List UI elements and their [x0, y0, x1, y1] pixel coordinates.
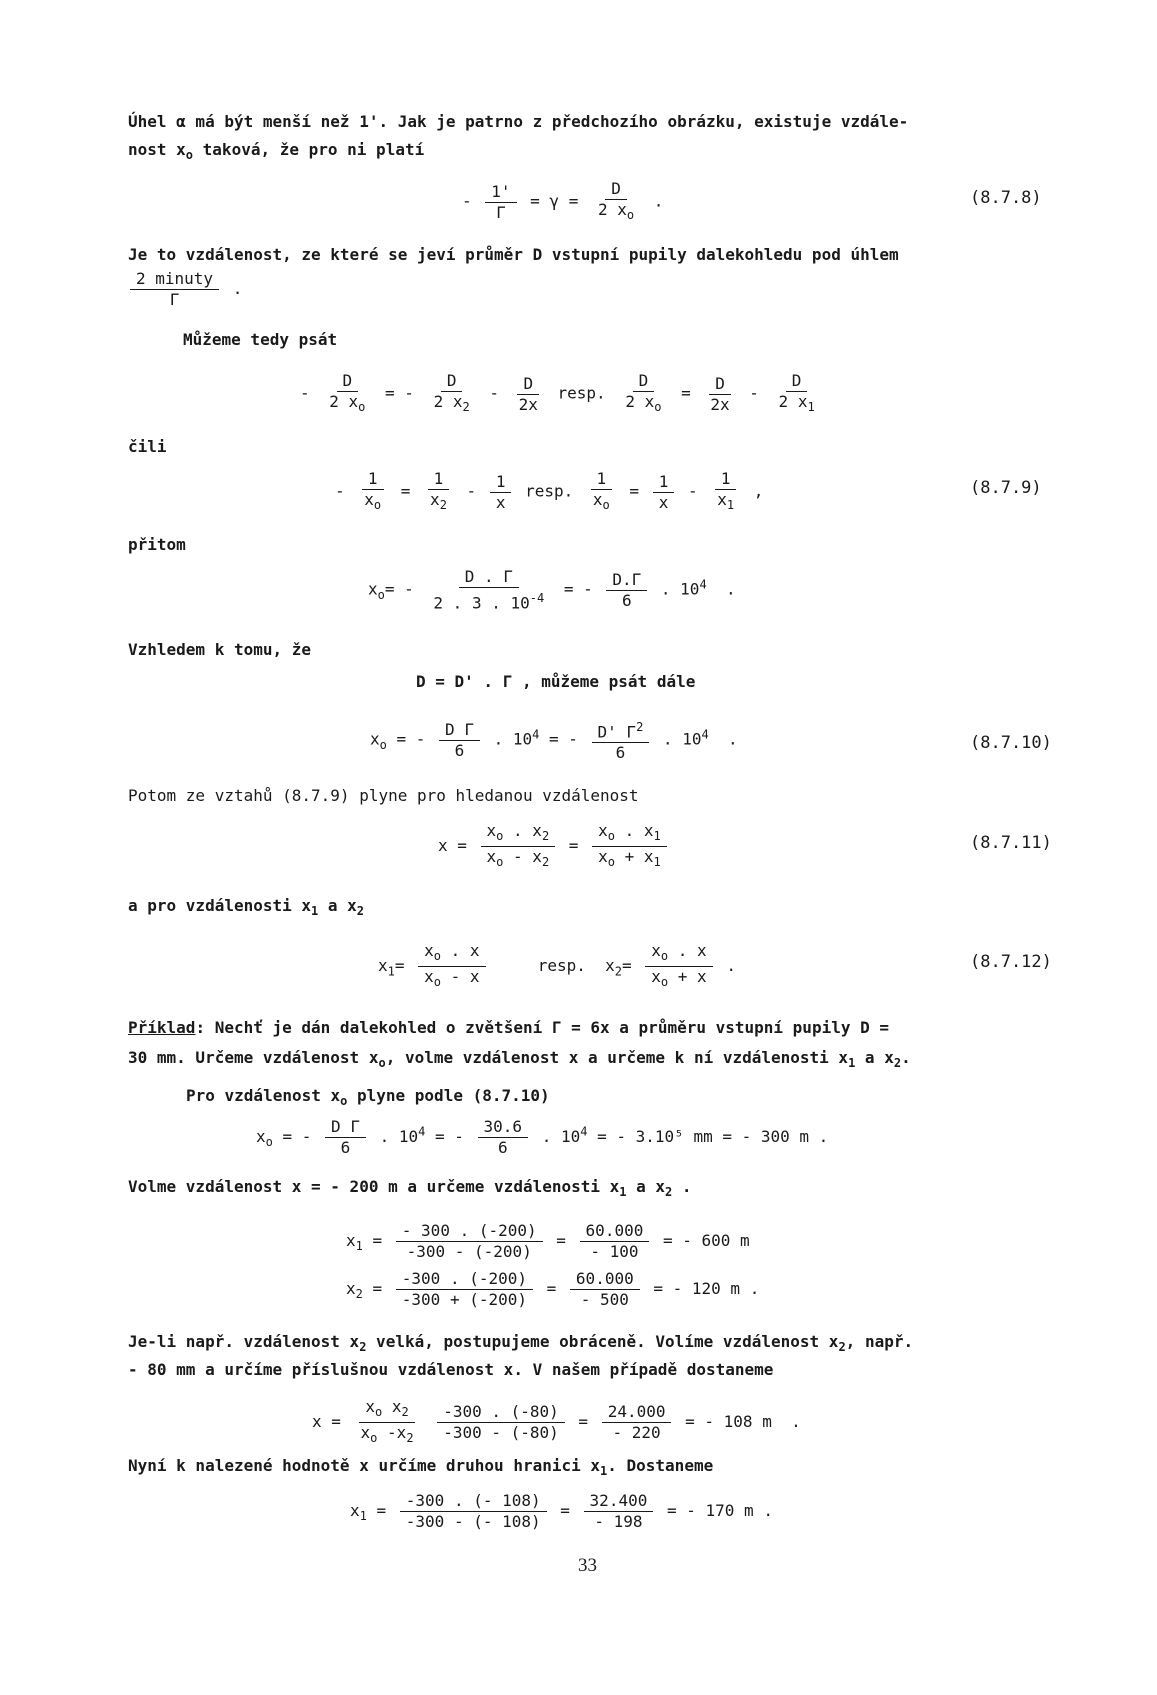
- text-line: Úhel α má být menší než 1'. Jak je patrno z předchozího obrázku, existuje vzdále-: [128, 112, 909, 131]
- fraction-2-minuty: $\frac{\text{2 minuty}}{\Gamma}$ .: [130, 270, 242, 309]
- equation-number: (8.7.8): [970, 188, 1042, 208]
- page-number: 33: [578, 1555, 597, 1576]
- text-line: a pro vzdálenosti $x_1$ a $x_2$: [128, 896, 365, 919]
- equation-number: (8.7.12): [970, 952, 1052, 972]
- text-line: Je-li např. vzdálenost $x_2$ velká, postupujeme obráceně. Volíme vzdálenost $x_2$, např.: [128, 1332, 914, 1355]
- text-line: Je to vzdálenost, ze které se jeví průměr D vstupní pupily dalekohledu pod úhlem: [128, 245, 899, 264]
- text-line: Pro vzdálenost $x_o$ plyne podle (8.7.10): [186, 1086, 550, 1109]
- equation-8-7-11: x = $\frac{x_o . x_2}{x_o - x_2}$ = $\frac{x_o . x_1}{x_o + x_1}$: [438, 822, 671, 871]
- equation-x0-value: $x_o$ = - $\frac{\text{D Γ}}{6}$ . $10^4$ = - $\frac{30.6}{6}$ . $10^4$ = - 3.10⁵ mm = - 300 m .: [256, 1117, 829, 1157]
- equation-d-relation: - $\frac{D}{2 x_o}$ = - $\frac{D}{2 x_2}$ - $\frac{D}{2x}$ resp. $\frac{D}{2 x_o}$ = $\frac{D}{2x}$ - $\frac{D}{2 x_1}$: [300, 371, 815, 415]
- equation-8-7-12: $x_1=$ $\frac{x_o . x}{x_o - x}$ resp. $x_2=$ $\frac{x_o . x}{x_o + x}$ .: [378, 941, 736, 990]
- text-line: 30 mm. Určeme vzdálenost $x_o$, volme vzdálenost x a určeme k ní vzdálenosti $x_1$ a $x_2$.: [128, 1048, 911, 1071]
- text-line: Vzhledem k tomu, že: [128, 640, 312, 659]
- text-line: čili: [128, 437, 167, 456]
- text-line: Volme vzdálenost x = - 200 m a určeme vzdálenosti $x_1$ a $x_2$ .: [128, 1177, 692, 1200]
- text-line: Potom ze vztahů (8.7.9) plyne pro hledanou vzdálenost: [128, 786, 639, 805]
- equation-number: (8.7.10): [970, 733, 1052, 753]
- text-line: Můžeme tedy psát: [183, 330, 338, 349]
- text-line: Nyní k nalezené hodnotě x určíme druhou hranici $x_1$. Dostaneme: [128, 1456, 714, 1479]
- text-line: nost $x_o$ taková, že pro ni platí: [128, 140, 425, 163]
- text-line: přitom: [128, 535, 186, 554]
- equation-x-value: x = $\frac{x_o x_2}{x_o -x_2}$ $\frac{-300 . (-80)}{-300 - (-80)}$ = $\frac{24.000}{- 220}$ = - 108 m .: [312, 1397, 801, 1446]
- text-line: - 80 mm a určíme příslušnou vzdálenost x. V našem případě dostaneme: [128, 1360, 774, 1379]
- equation-x0-definition: $x_o=$ - $\frac{D . \Gamma}{2 . 3 . 10^{-4}}$ = - $\frac{D.\Gamma}{6}$ . $10^4$ .: [368, 567, 736, 613]
- text-line: D = D' . Γ , můžeme psát dále: [416, 672, 696, 691]
- equation-x2-value: $x_2$ = $\frac{-300 . (-200)}{-300 + (-200)}$ = $\frac{60.000}{- 500}$ = - 120 m .: [346, 1269, 760, 1309]
- equation-number: (8.7.9): [970, 478, 1042, 498]
- equation-number: (8.7.11): [970, 833, 1052, 853]
- equation-8-7-8: - $\frac{1'}{\Gamma}$ = γ = $\frac{D}{2 x_o}$ .: [462, 179, 664, 223]
- equation-8-7-9: - $\frac{1}{x_o}$ = $\frac{1}{x_2}$ - $\frac{1}{x}$ resp. $\frac{1}{x_o}$ = $\frac{1}{x}$ - $\frac{1}{x_1}$ ,: [335, 469, 764, 513]
- text-line: Příklad: Nechť je dán dalekohled o zvětšení Γ = 6x a průměru vstupní pupily D =: [128, 1018, 889, 1037]
- equation-8-7-10: $x_o$ = - $\frac{\text{D Γ}}{6}$ . $10^4$ = - $\frac{D' \Gamma^2}{6}$ . $10^4$ .: [370, 719, 738, 763]
- equation-x1-second: $x_1$ = $\frac{-300 . (- 108)}{-300 - (- 108)}$ = $\frac{32.400}{- 198}$ = - 170 m .: [350, 1491, 773, 1531]
- equation-x1-value: $x_1$ = $\frac{- 300 . (-200)}{-300 - (-200)}$ = $\frac{60.000}{- 100}$ = - 600 m: [346, 1221, 750, 1261]
